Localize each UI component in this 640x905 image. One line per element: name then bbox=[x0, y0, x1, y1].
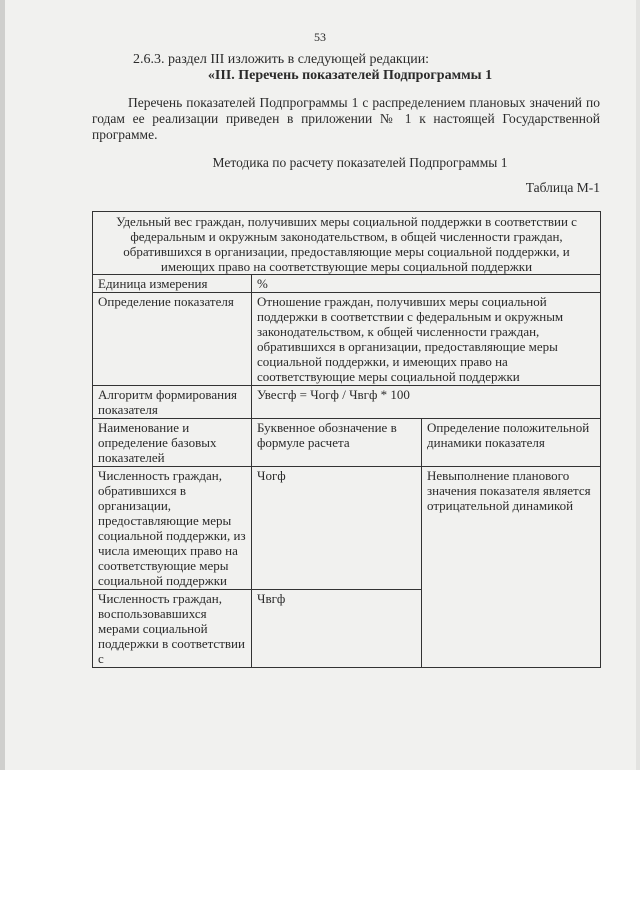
table-row bbox=[93, 467, 601, 590]
base-indicator-symbol: Чвгф bbox=[252, 590, 422, 668]
column-header: Определение положительной динамики показателя bbox=[422, 419, 601, 467]
base-indicator-name: Численность граждан, обратившихся в организации, предоставляющие меры социальной поддержки, из числа имеющих право на соответствующие меры социальной поддержки bbox=[93, 467, 252, 590]
intro-paragraph: Перечень показателей Подпрограммы 1 с распределением плановых значений по годам ее реализации приведен в приложении № 1 к настоящей Государственной программе. bbox=[92, 95, 600, 142]
column-header-row bbox=[93, 419, 601, 467]
definition-label: Определение показателя bbox=[93, 293, 252, 386]
algorithm-formula: Увесгф = Чогф / Чвгф * 100 bbox=[252, 386, 601, 419]
scan-right-edge bbox=[636, 0, 640, 770]
unit-row bbox=[93, 275, 601, 293]
scan-left-edge bbox=[0, 0, 5, 770]
definition-row bbox=[93, 293, 601, 386]
definition-value: Отношение граждан, получивших меры социальной поддержки в соответствии с федеральным и окружным законодательством, к общей численности граждан, обратившихся в организации, предоставляющие меры социальной поддержки, и имеющих право на соответствующие меры социальной поддержки bbox=[252, 293, 601, 386]
page-number: 53 bbox=[314, 30, 326, 44]
algorithm-label: Алгоритм формирования показателя bbox=[93, 386, 252, 419]
dynamics-definition: Невыполнение планового значения показателя является отрицательной динамикой bbox=[422, 467, 601, 668]
unit-value: % bbox=[252, 275, 601, 293]
base-indicator-symbol: Чогф bbox=[252, 467, 422, 590]
section-title: «III. Перечень показателей Подпрограммы 1 bbox=[207, 68, 493, 83]
base-indicator-name: Численность граждан, воспользовавшихся мерами социальной поддержки в соответствии с bbox=[93, 590, 252, 668]
algorithm-row bbox=[93, 386, 601, 419]
indicator-table bbox=[92, 211, 601, 668]
indicator-title: Удельный вес граждан, получивших меры социальной поддержки в соответствии с федеральным и окружным законодательством, в общей численности граждан, обратившихся в организации, предоставляющие меры социальной поддержки, и имеющих право на соответствующие меры социальной поддержки bbox=[93, 212, 601, 275]
amendment-line: 2.6.3. раздел III изложить в следующей редакции: bbox=[133, 52, 430, 67]
column-header: Буквенное обозначение в формуле расчета bbox=[252, 419, 422, 467]
table-label: Таблица М-1 bbox=[525, 180, 600, 195]
method-title: Методика по расчету показателей Подпрограммы 1 bbox=[212, 155, 508, 170]
table-header-row bbox=[93, 212, 601, 275]
column-header: Наименование и определение базовых показателей bbox=[93, 419, 252, 467]
unit-label: Единица измерения bbox=[93, 275, 252, 293]
